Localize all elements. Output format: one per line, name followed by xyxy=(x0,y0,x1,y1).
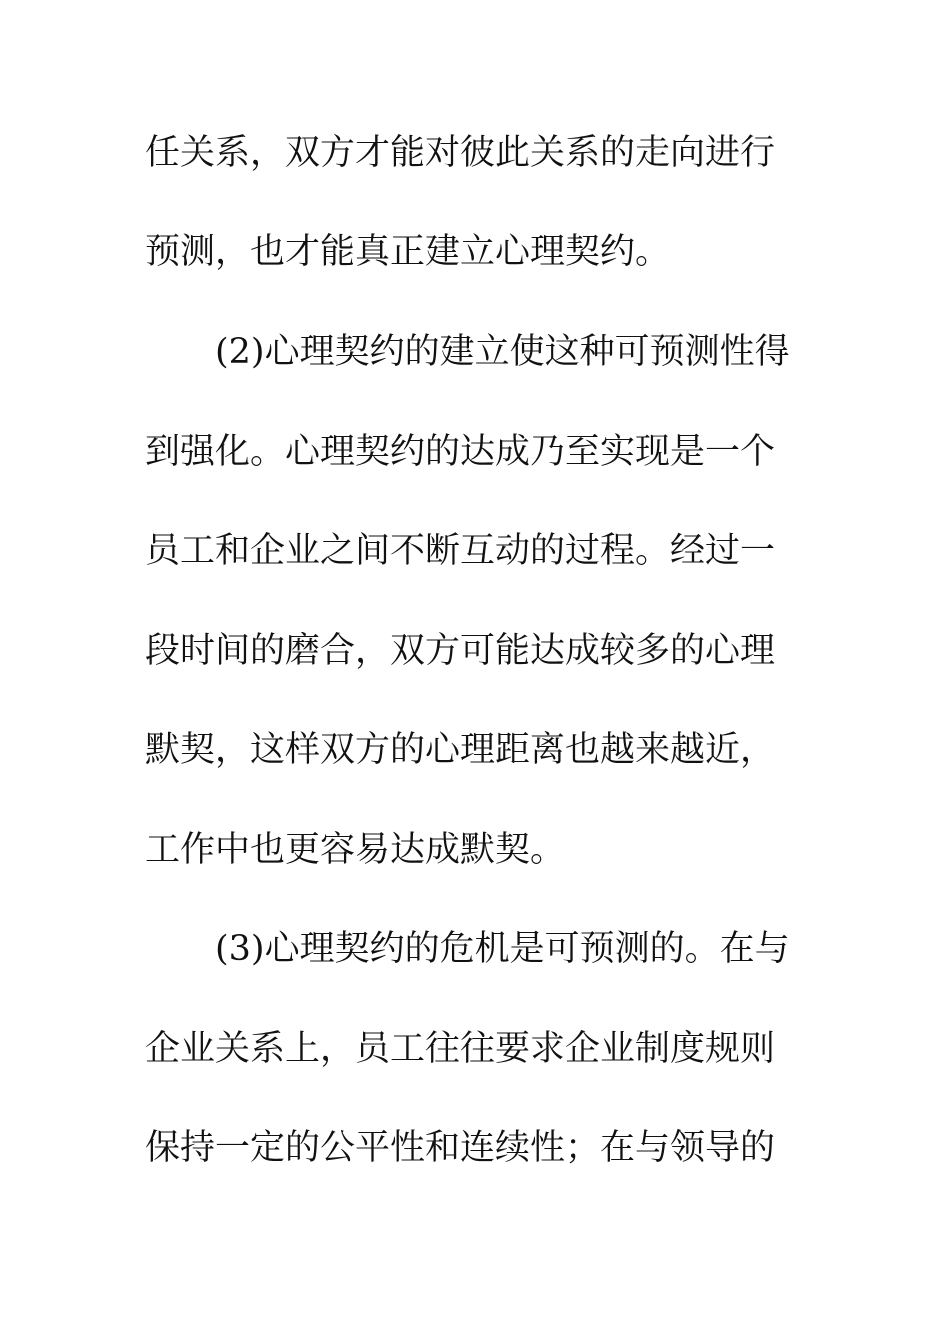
text-line: 员工和企业之间不断互动的过程。经过一 xyxy=(145,531,776,571)
paragraph-start-line: (3)心理契约的危机是可预测的。在与 xyxy=(215,929,790,969)
text-line: 企业关系上，员工往往要求企业制度规则 xyxy=(145,1029,776,1069)
text-line: 工作中也更容易达成默契。 xyxy=(145,830,566,870)
text-line: 到强化。心理契约的达成乃至实现是一个 xyxy=(145,432,776,472)
paragraph-start-line: (2)心理契约的建立使这种可预测性得 xyxy=(215,332,790,372)
text-line: 任关系，双方才能对彼此关系的走向进行 xyxy=(145,133,776,173)
text-line: 默契，这样双方的心理距离也越来越近， xyxy=(145,730,776,770)
text-line: 预测，也才能真正建立心理契约。 xyxy=(145,232,671,272)
text-line: 段时间的磨合，双方可能达成较多的心理 xyxy=(145,631,776,671)
text-line: 保持一定的公平性和连续性；在与领导的 xyxy=(145,1128,776,1168)
